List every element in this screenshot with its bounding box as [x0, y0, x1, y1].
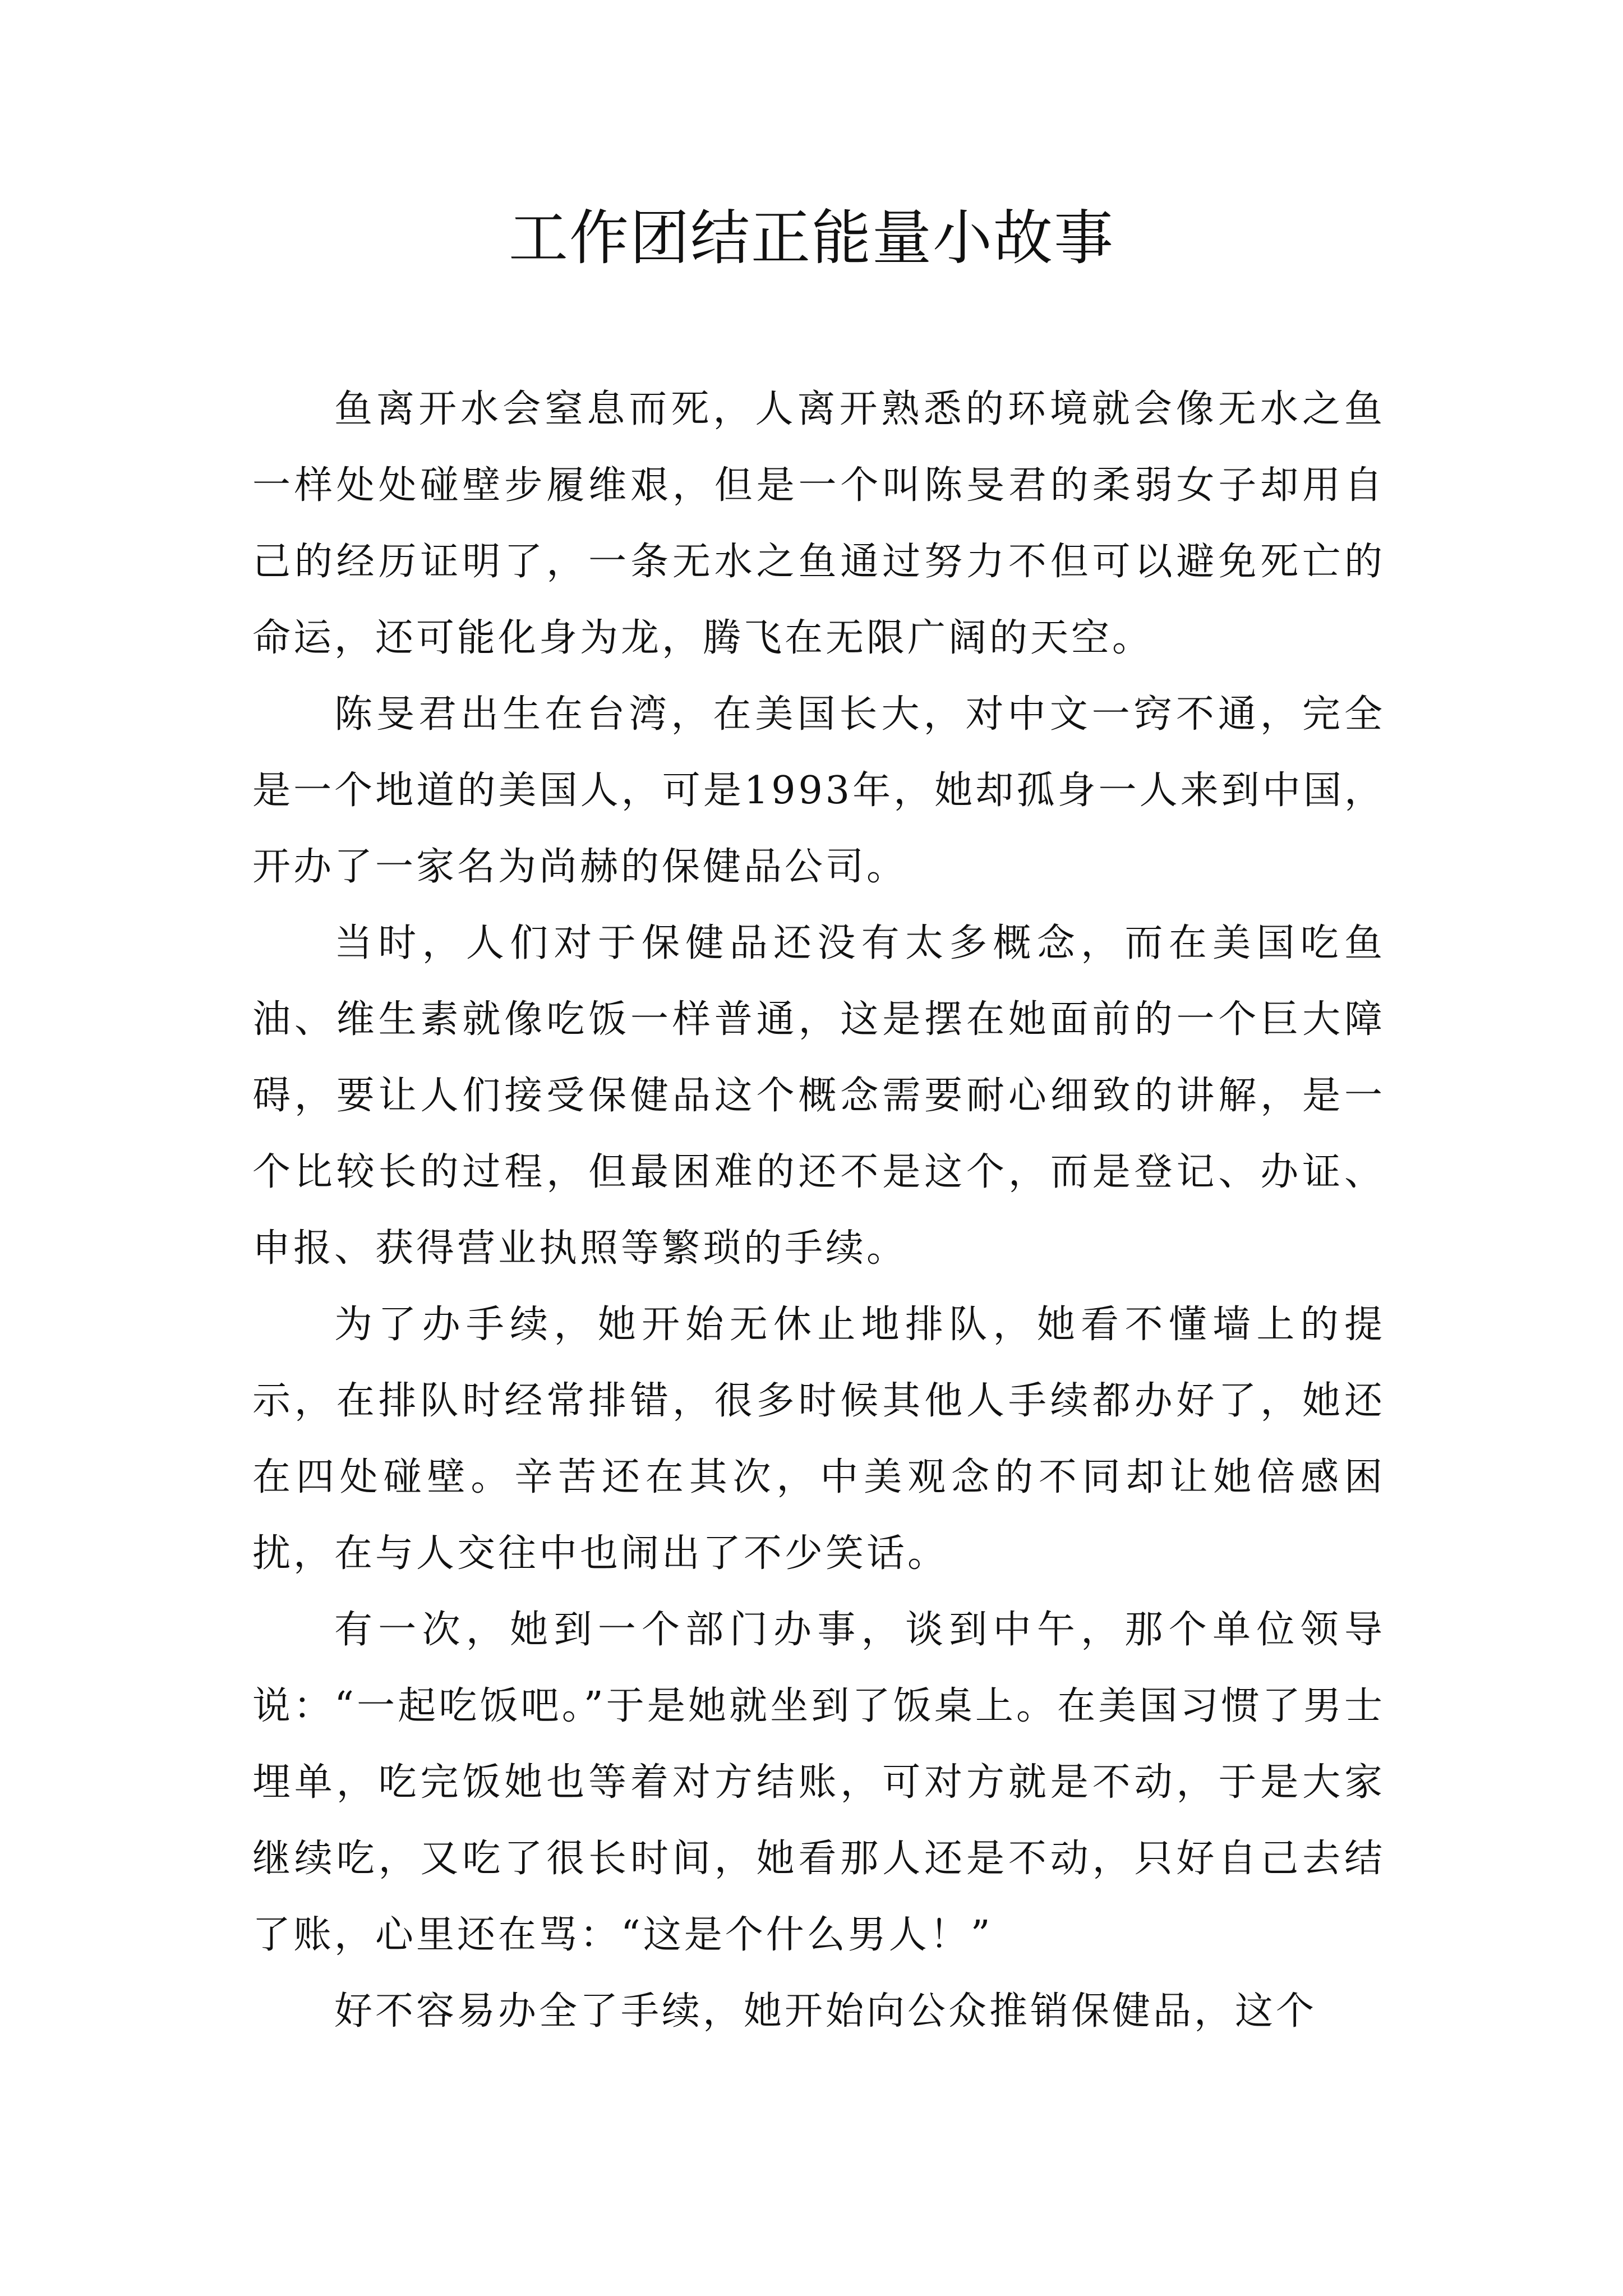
document-title: 工作团结正能量小故事: [509, 204, 1114, 273]
paragraph: 鱼离开水会窒息而死，人离开熟悉的环境就会像无水之鱼一样处处碰壁步履维艰，但是一个叫陈旻君的柔弱女子却用自己的经历证明了，一条无水之鱼通过努力不但可以避免死亡的命运，还可能化身为龙，腾飞在无限广阔的天空。: [252, 387, 1385, 660]
paragraph: 好不容易办全了手续，她开始向公众推销保健品，这个: [334, 1989, 1317, 2033]
paragraph: 当时，人们对于保健品还没有太多概念，而在美国吃鱼油、维生素就像吃饭一样普通，这是摆在她面前的一个巨大障碍，要让人们接受保健品这个概念需要耐心细致的讲解，是一个比较长的过程，但最困难的还不是这个，而是登记、办证、申报、获得营业执照等繁琐的手续。: [252, 921, 1385, 1271]
paragraph: 陈旻君出生在台湾，在美国长大，对中文一窍不通，完全是一个地道的美国人，可是1993年，她却孤身一人来到中国，开办了一家名为尚赫的保健品公司。: [252, 692, 1385, 889]
document-body: [252, 371, 1385, 2050]
paragraph: 为了办手续，她开始无休止地排队，她看不懂墙上的提示，在排队时经常排错，很多时候其他人手续都办好了，她还在四处碰壁。辛苦还在其次，中美观念的不同却让她倍感困扰，在与人交往中也闹出了不少笑话。: [252, 1303, 1385, 1576]
paragraph: 有一次，她到一个部门办事，谈到中午，那个单位领导说：“一起吃饭吧。”于是她就坐到了饭桌上。在美国习惯了男士埋单，吃完饭她也等着对方结账，可对方就是不动，于是大家继续吃，又吃了很长时间，她看那人还是不动，只好自己去结了账，心里还在骂：“这是个什么男人！”: [252, 1608, 1385, 1957]
